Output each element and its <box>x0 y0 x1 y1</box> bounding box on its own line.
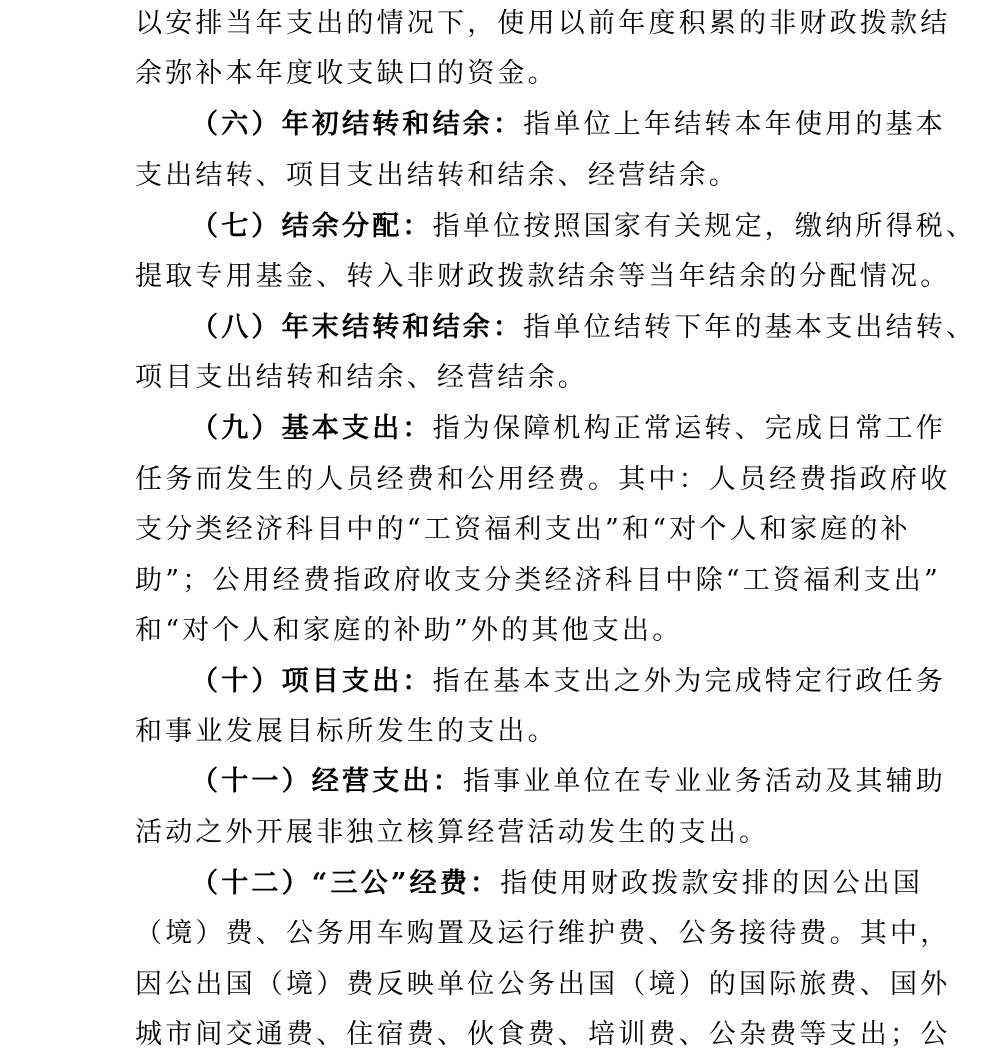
line-text: 支分类经济科目中的“工资福利支出”和“对个人和家庭的补 <box>135 514 911 545</box>
text-line <box>135 257 950 297</box>
section-heading-line <box>191 662 946 702</box>
text-line <box>135 914 950 954</box>
text-line <box>135 1015 950 1055</box>
section-term: （九）基本支出： <box>191 413 433 444</box>
text-line <box>135 510 911 550</box>
text-line <box>135 712 558 752</box>
text-line <box>135 54 558 94</box>
line-text: 城市间交通费、住宿费、伙食费、培训费、公杂费等支出；公 <box>135 1019 951 1050</box>
section-term: （七）结余分配： <box>191 211 433 242</box>
line-text: 助”；公用经费指政府收支分类经济科目中除“工资福利支出” <box>135 565 942 596</box>
section-heading-line <box>191 762 946 802</box>
text-line <box>135 156 739 196</box>
section-term: （十）项目支出： <box>191 666 433 697</box>
section-heading-line <box>191 105 946 145</box>
section-heading-line <box>191 864 923 904</box>
line-text: 活动之外开展非独立核算经营活动发生的支出。 <box>135 817 770 848</box>
line-text: 余弥补本年度收支缺口的资金。 <box>135 58 558 89</box>
section-term: （六）年初结转和结余： <box>191 109 524 140</box>
text-line <box>135 358 588 398</box>
line-text: 和“对个人和家庭的补助”外的其他支出。 <box>135 615 683 646</box>
line-text: 支出结转、项目支出结转和结余、经营结余。 <box>135 160 739 191</box>
line-text: 指为保障机构正常运转、完成日常工作 <box>432 413 947 444</box>
section-heading-line <box>191 409 946 449</box>
line-text: 项目支出结转和结余、经营结余。 <box>135 362 588 393</box>
text-line <box>135 965 950 1005</box>
text-line <box>135 4 950 44</box>
line-text: 指单位按照国家有关规定，缴纳所得税、 <box>432 211 977 242</box>
section-term: （十一）经营支出： <box>191 766 463 797</box>
line-text: 以安排当年支出的情况下，使用以前年度积累的非财政拨款结 <box>135 8 951 39</box>
section-heading-line <box>191 308 976 348</box>
text-line <box>135 611 682 651</box>
text-line <box>135 813 769 853</box>
line-text: 指使用财政拨款安排的因公出国 <box>500 868 924 899</box>
text-line <box>135 460 950 500</box>
line-text: （境）费、公务用车购置及运行维护费、公务接待费。其中， <box>135 918 951 949</box>
line-text: 指单位结转下年的基本支出结转、 <box>523 312 977 343</box>
section-heading-line <box>191 207 976 247</box>
section-term: （八）年末结转和结余： <box>191 312 524 343</box>
text-line <box>135 561 941 601</box>
line-text: 指事业单位在专业业务活动及其辅助 <box>462 766 947 797</box>
line-text: 任务而发生的人员经费和公用经费。其中：人员经费指政府收 <box>135 464 951 495</box>
line-text: 因公出国（境）费反映单位公务出国（境）的国际旅费、国外 <box>135 969 951 1000</box>
section-term: （十二）“三公”经费： <box>191 868 501 899</box>
line-text: 指单位上年结转本年使用的基本 <box>523 109 947 140</box>
line-text: 提取专用基金、转入非财政拨款结余等当年结余的分配情况。 <box>135 261 951 292</box>
line-text: 指在基本支出之外为完成特定行政任务 <box>432 666 947 697</box>
line-text: 和事业发展目标所发生的支出。 <box>135 716 558 747</box>
